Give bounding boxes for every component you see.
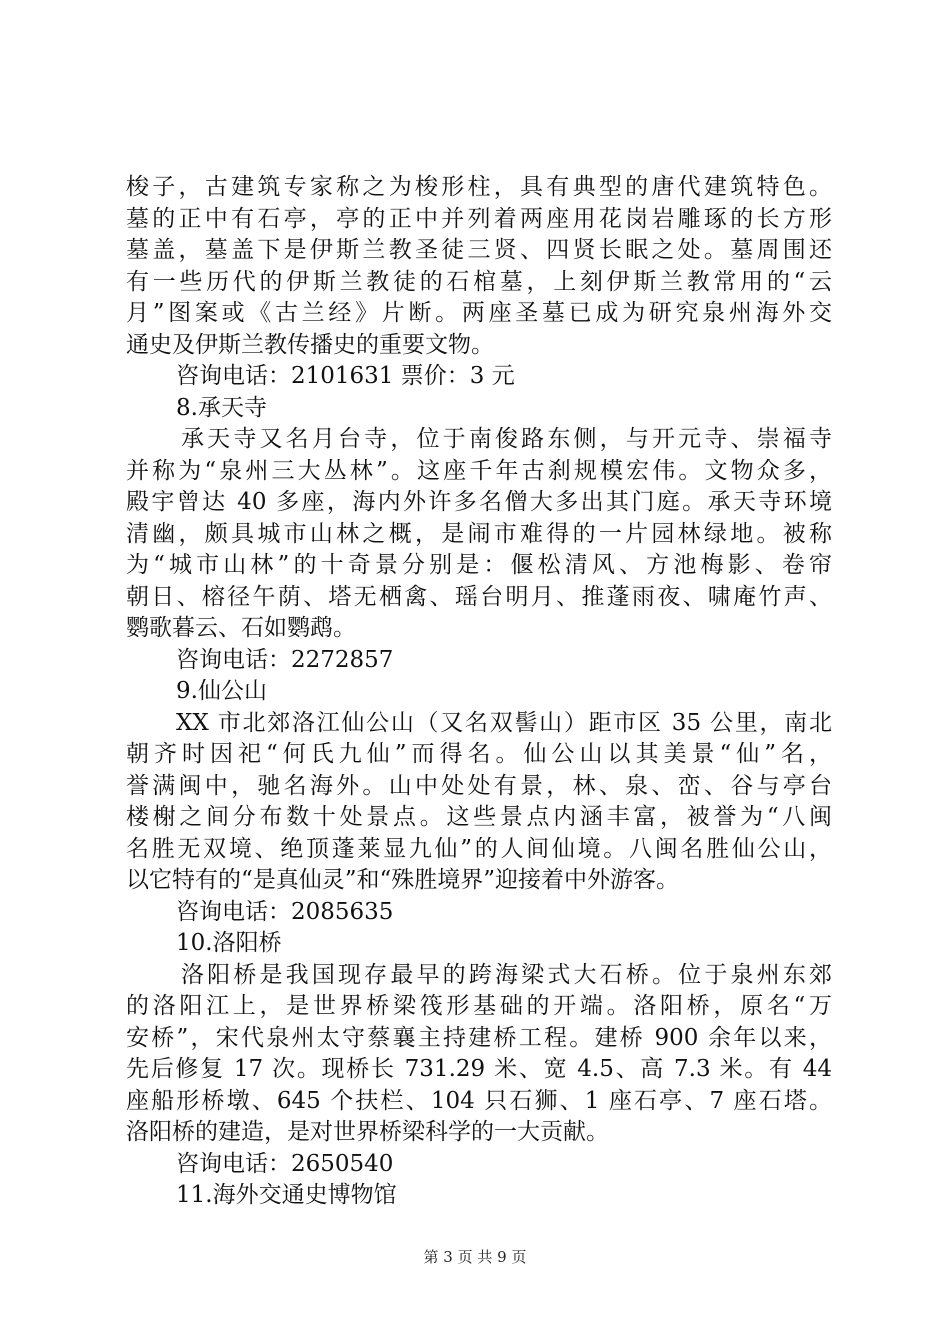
text-line: 8.承天寺 <box>176 394 267 421</box>
text-line: 为“城市山林”的十奇景分别是：偃松清风、方池梅影、卷帘 <box>126 552 832 578</box>
text-line: 安桥”，宋代泉州太守蔡襄主持建桥工程。建桥 900 余年以来， <box>126 1024 832 1051</box>
text-line: 通史及伊斯兰教传播史的重要文物。 <box>126 331 494 358</box>
text-line: 楼榭之间分布数十处景点。这些景点内涵丰富，被誉为“八闽 <box>126 804 832 830</box>
text-line: 洛阳桥的建造，是对世界桥梁科学的一大贡献。 <box>126 1119 609 1145</box>
text-line: 9.仙公山 <box>176 678 267 704</box>
text-line: 先后修复 17 次。现桥长 731.29 米、宽 4.5、高 7.3 米。有 44 <box>126 1056 832 1082</box>
text-line: 10.洛阳桥 <box>176 930 282 956</box>
text-line: 墓盖，墓盖下是伊斯兰教圣徒三贤、四贤长眠之处。墓周围还 <box>126 237 832 263</box>
text-line: 咨询电话：2272857 <box>176 646 394 673</box>
text-line: 名胜无双境、绝顶蓬莱显九仙”的人间仙境。八闽名胜仙公山， <box>126 835 832 862</box>
text-line: 梭子，古建筑专家称之为梭形柱，具有典型的唐代建筑特色。 <box>126 174 832 200</box>
page-footer: 第 3 页 共 9 页 <box>423 1248 527 1266</box>
text-line: 座船形桥墩、645 个扶栏、104 只石狮、1 座石亭、7 座石塔。 <box>126 1087 832 1114</box>
text-line: 咨询电话：2101631 票价：3 元 <box>176 363 515 389</box>
text-line: 的洛阳江上，是世界桥梁筏形基础的开端。洛阳桥，原名“万 <box>126 993 832 1019</box>
text-line: 誉满闽中，驰名海外。山中处处有景，林、泉、峦、谷与亭台 <box>126 772 832 799</box>
text-line: 有一些历代的伊斯兰教徒的石棺墓，上刻伊斯兰教常用的“云 <box>126 268 832 295</box>
text-line: 并称为“泉州三大丛林”。这座千年古刹规模宏伟。文物众多， <box>126 457 832 484</box>
text-line: 咨询电话：2085635 <box>176 898 394 925</box>
text-line: 朝齐时因祀“何氏九仙”而得名。仙公山以其美景“仙”名， <box>126 741 832 767</box>
text-line: 承天寺又名月台寺，位于南俊路东侧，与开元寺、崇福寺 <box>181 426 832 452</box>
text-line: 咨询电话：2650540 <box>176 1150 394 1177</box>
text-line: 墓的正中有石亭，亭的正中并列着两座用花岗岩雕琢的长方形 <box>126 205 832 232</box>
text-line: 月”图案或《古兰经》片断。两座圣墓已成为研究泉州海外交 <box>126 300 832 326</box>
text-line: 11.海外交通史博物馆 <box>176 1182 397 1208</box>
text-line: 洛阳桥是我国现存最早的跨海梁式大石桥。位于泉州东郊 <box>181 961 832 988</box>
document-body <box>126 172 832 1212</box>
text-line: 以它特有的“是真仙灵”和“殊胜境界”迎接着中外游客。 <box>126 867 680 893</box>
text-line: 清幽，颇具城市山林之概，是闹市难得的一片园林绿地。被称 <box>126 520 832 547</box>
text-line: 鹦歌暮云、石如鹦鹉。 <box>126 615 356 641</box>
text-line: 殿宇曾达 40 多座，海内外许多名僧大多出其门庭。承天寺环境 <box>126 489 832 515</box>
text-line: XX 市北郊洛江仙公山（又名双髻山）距市区 35 公里，南北 <box>176 709 832 736</box>
text-line: 朝日、榕径午荫、塔无栖禽、瑶台明月、推蓬雨夜、啸庵竹声、 <box>126 583 832 610</box>
